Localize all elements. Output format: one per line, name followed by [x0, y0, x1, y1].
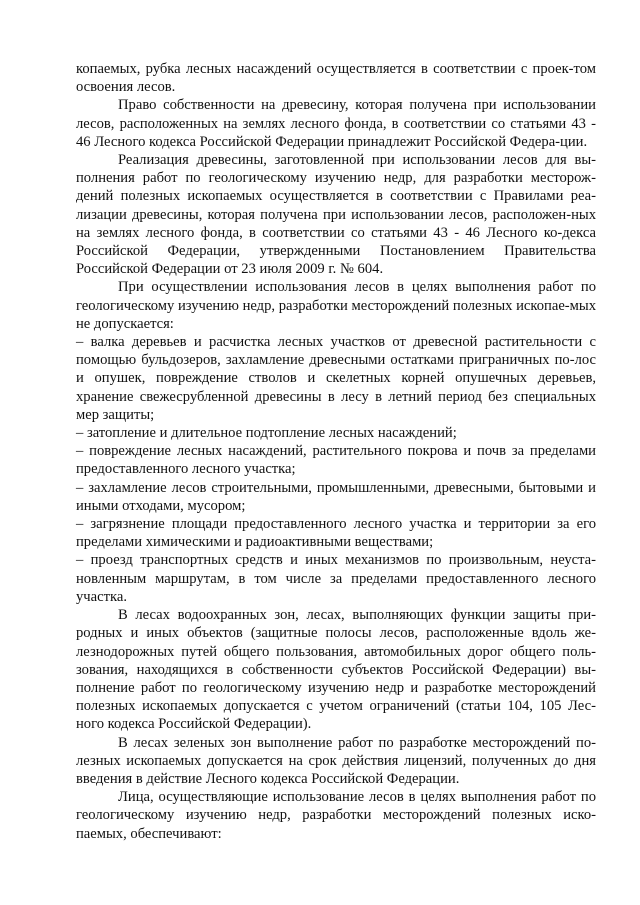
list-item-pollution: – загрязнение площади предоставленного лесного участка и территории за его пределами химическими и радиоактивными веществами;: [76, 516, 596, 551]
paragraph-green-zones: В лесах зеленых зон выполнение работ по разработке месторождений по-лезных ископаемых допускается на срок действия лицензий, полученных до дня введения в действие Лесного кодекса Российской Федерации.: [76, 734, 596, 787]
paragraph-wood-ownership: Право собственности на древесину, которая получена при использовании лесов, расположенных на землях лесного фонда, в соответствии со статьями 43 - 46 Лесного кодекса Российской Федерации принадлежит Российской Федера-ции.: [76, 97, 596, 150]
paragraph-prohibitions-intro: При осуществлении использования лесов в целях выполнения работ по геологическому изучению недр, разработки месторождений полезных ископае-мых не допускается:: [76, 279, 596, 332]
document-page: [76, 60, 596, 843]
list-item-flooding: – затопление и длительное подтопление лесных насаждений;: [76, 425, 457, 442]
paragraph-water-protection-zones: В лесах водоохранных зон, лесах, выполняющих функции защиты при-родных и иных объектов (защитные полосы лесов, расположенные вдоль же-лезнодорожных путей общего пользования, автомобильных дорог общего поль-зования, находящихся в собственности субъектов Российской Федерации) вы-полнение работ по геологическому изучению недр и разработке месторождений полезных ископаемых допускается с учетом ограничений (статьи 104, 105 Лес-ного кодекса Российской Федерации).: [76, 607, 596, 733]
paragraph-continuation: копаемых, рубка лесных насаждений осуществляется в соответствии с проек-том освоения лесов.: [76, 61, 596, 96]
list-item-vehicle-passage: – проезд транспортных средств и иных механизмов по произвольным, неуста-новленным маршрутам, в том числе за пределами предоставленного лесного участка.: [76, 552, 596, 605]
list-item-felling: – валка деревьев и расчистка лесных участков от древесной растительности с помощью бульдозеров, захламление древесными остатками приграничных по-лос и опушек, повреждение стволов и скелетных корней опушечных деревьев, хранение свежесрубленной древесины в лесу в летний период без специальных мер защиты;: [76, 334, 596, 423]
paragraph-obligations-intro: Лица, осуществляющие использование лесов в целях выполнения работ по геологическому изучению недр, разработки месторождений полезных иско-паемых, обеспечивают:: [76, 789, 596, 842]
paragraph-wood-sale: Реализация древесины, заготовленной при использовании лесов для вы-полнения работ по геологическому изучению недр, для разработки месторож-дений полезных ископаемых осуществляется в соответствии с Правилами реа-лизации древесины, которая получена при использовании лесов, расположен-ных на землях лесного фонда, в соответствии со статьями 43 - 46 Лесного ко-декса Российской Федерации, утвержденными Постановлением Правительства Российской Федерации от 23 июля 2009 г. № 604.: [76, 152, 596, 278]
list-item-littering: – захламление лесов строительными, промышленными, древесными, бытовыми и иными отходами, мусором;: [76, 479, 596, 514]
list-item-damage: – повреждение лесных насаждений, растительного покрова и почв за пределами предоставленного лесного участка;: [76, 443, 596, 478]
